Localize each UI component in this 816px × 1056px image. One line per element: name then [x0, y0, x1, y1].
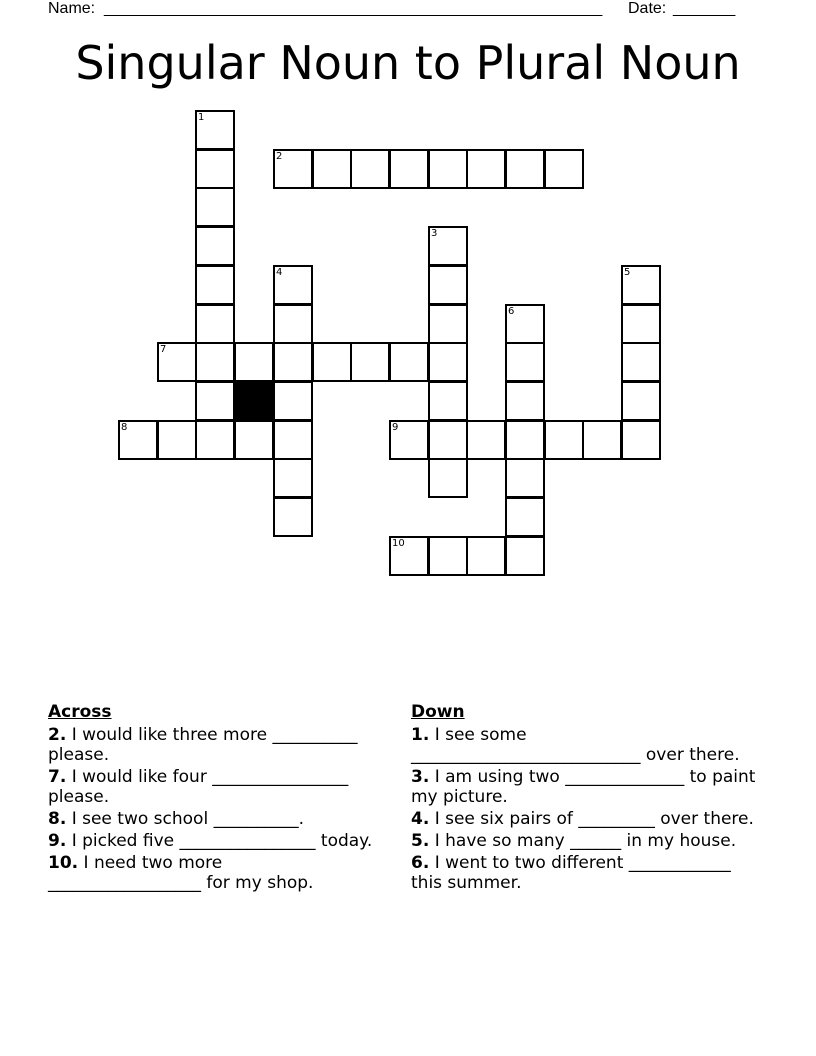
across-heading: Across — [48, 702, 112, 722]
down-clues — [411, 702, 761, 895]
across-clue: 10. I need two more __________________ for my shop. — [48, 853, 314, 893]
grid-cell[interactable] — [544, 420, 584, 460]
name-line[interactable]: ________________________________________________________ — [104, 0, 603, 17]
grid-cell[interactable] — [234, 342, 274, 382]
black-cell — [234, 381, 274, 421]
grid-cell[interactable] — [505, 149, 545, 189]
grid-cell[interactable] — [466, 420, 506, 460]
down-heading: Down — [411, 702, 465, 722]
grid-cell[interactable] — [505, 497, 545, 537]
down-clue: 3. I am using two ______________ to paint my picture. — [411, 767, 756, 807]
grid-cell[interactable] — [118, 420, 158, 460]
clue-number: 3 — [431, 228, 438, 239]
grid-cell[interactable] — [428, 226, 468, 266]
grid-cell[interactable] — [428, 536, 468, 576]
across-clue: 2. I would like three more __________ please. — [48, 725, 358, 765]
grid-cell[interactable] — [466, 149, 506, 189]
page-title: Singular Noun to Plural Noun — [75, 36, 741, 90]
grid-cell[interactable] — [195, 187, 235, 227]
across-clue: 9. I picked five ________________ today. — [48, 831, 373, 851]
grid-cell[interactable] — [273, 458, 313, 498]
grid-cell[interactable] — [195, 304, 235, 344]
grid-cell[interactable] — [157, 342, 197, 382]
grid-cell[interactable] — [312, 149, 352, 189]
clue-number: 8 — [121, 422, 128, 433]
grid-cell[interactable] — [389, 420, 429, 460]
clue-number: 1 — [198, 112, 205, 123]
grid-cell[interactable] — [273, 304, 313, 344]
grid-cell[interactable] — [505, 458, 545, 498]
grid-cell[interactable] — [195, 342, 235, 382]
grid-cell[interactable] — [157, 420, 197, 460]
down-clue: 1. I see some ___________________________ over there. — [411, 725, 740, 765]
grid-cell[interactable] — [505, 420, 545, 460]
grid-cell[interactable] — [350, 149, 390, 189]
grid-cell[interactable] — [273, 497, 313, 537]
clue-number: 7 — [160, 344, 167, 355]
grid-cell[interactable] — [273, 265, 313, 305]
grid-cell[interactable] — [389, 342, 429, 382]
name-label: Name: — [48, 0, 96, 17]
down-clue: 5. I have so many ______ in my house. — [411, 831, 737, 851]
across-clue: 7. I would like four ________________ please. — [48, 767, 349, 807]
grid-cell[interactable] — [195, 110, 235, 150]
grid-cell[interactable] — [312, 342, 352, 382]
grid-cell[interactable] — [389, 149, 429, 189]
clue-number: 4 — [276, 267, 283, 278]
grid-cell[interactable] — [195, 226, 235, 266]
grid-cell[interactable] — [621, 381, 661, 421]
grid-cell[interactable] — [273, 342, 313, 382]
grid-cell[interactable] — [428, 304, 468, 344]
grid-cell[interactable] — [273, 381, 313, 421]
grid-cell[interactable] — [234, 420, 274, 460]
date-label: Date: — [628, 0, 667, 17]
clue-number: 2 — [276, 151, 283, 162]
across-clues — [48, 702, 378, 895]
clue-number: 5 — [624, 267, 631, 278]
grid-cell[interactable] — [582, 420, 622, 460]
grid-cell[interactable] — [389, 536, 429, 576]
grid-cell[interactable] — [428, 381, 468, 421]
clue-number: 9 — [392, 422, 399, 433]
grid-cell[interactable] — [544, 149, 584, 189]
grid-cell[interactable] — [505, 304, 545, 344]
grid-cell[interactable] — [621, 342, 661, 382]
grid-cell[interactable] — [195, 420, 235, 460]
grid-cell[interactable] — [195, 149, 235, 189]
grid-cell[interactable] — [350, 342, 390, 382]
grid-cell[interactable] — [428, 420, 468, 460]
grid-cell[interactable] — [428, 342, 468, 382]
grid-cell[interactable] — [505, 342, 545, 382]
grid-cell[interactable] — [505, 381, 545, 421]
grid-cell[interactable] — [195, 381, 235, 421]
grid-cell[interactable] — [621, 420, 661, 460]
grid-cell[interactable] — [273, 420, 313, 460]
grid-cell[interactable] — [428, 458, 468, 498]
grid-cell[interactable] — [466, 536, 506, 576]
grid-cell[interactable] — [621, 304, 661, 344]
down-clue: 6. I went to two different ____________ this summer. — [411, 853, 731, 893]
grid-cell[interactable] — [428, 265, 468, 305]
clue-number: 6 — [508, 306, 515, 317]
date-line[interactable]: _______ — [673, 0, 736, 17]
down-clue: 4. I see six pairs of _________ over there. — [411, 809, 754, 829]
grid-cell[interactable] — [505, 536, 545, 576]
grid-cell[interactable] — [621, 265, 661, 305]
clue-number: 10 — [392, 538, 405, 549]
grid-cell[interactable] — [428, 149, 468, 189]
across-clue: 8. I see two school __________. — [48, 809, 304, 829]
grid-cell[interactable] — [273, 149, 313, 189]
grid-cell[interactable] — [195, 265, 235, 305]
